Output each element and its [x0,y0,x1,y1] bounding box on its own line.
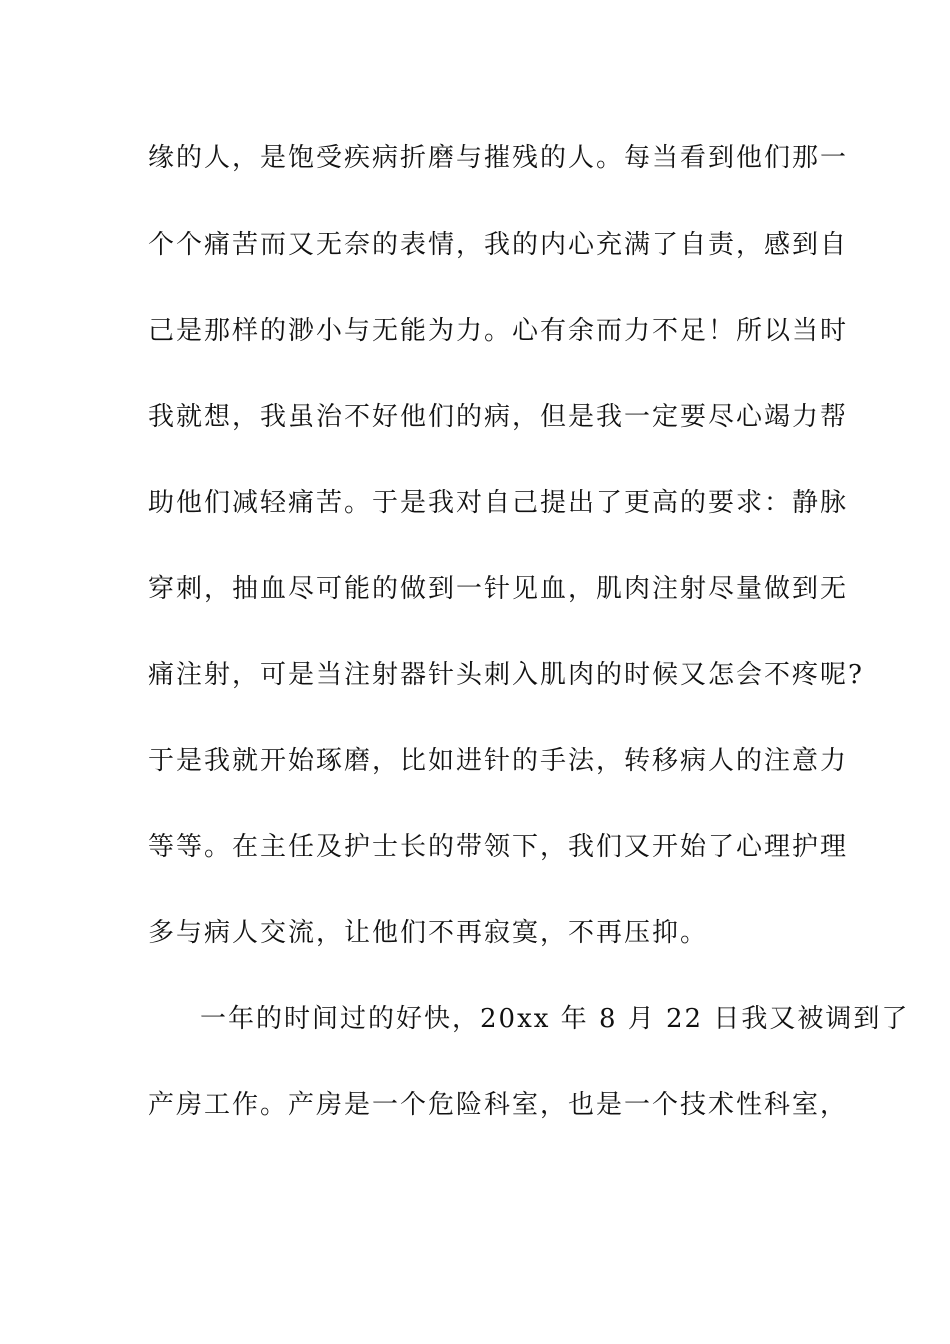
text-line: 痛注射，可是当注射器针头刺入肌肉的时候又怎会不疼呢? [148,660,864,690]
text-line: 助他们减轻痛苦。于是我对自己提出了更高的要求：静脉 [148,488,849,518]
text-line: 等等。在主任及护士长的带领下，我们又开始了心理护理 [148,832,849,862]
text-line: 个个痛苦而又无奈的表情，我的内心充满了自责，感到自 [148,230,849,260]
text-line: 缘的人，是饱受疾病折磨与摧残的人。每当看到他们那一 [148,143,849,173]
text-line: 己是那样的渺小与无能为力。心有余而力不足！所以当时 [148,316,849,346]
paragraph-first-line: 一年的时间过的好快，20xx 年 8 月 22 日我又被调到了 [200,1004,910,1034]
text-line: 我就想，我虽治不好他们的病，但是我一定要尽心竭力帮 [148,402,849,432]
text-line: 于是我就开始琢磨，比如进针的手法，转移病人的注意力 [148,746,849,776]
text-line: 穿刺，抽血尽可能的做到一针见血，肌肉注射尽量做到无 [148,574,849,604]
text-line: 多与病人交流，让他们不再寂寞，不再压抑。 [148,918,709,948]
text-line: 产房工作。产房是一个危险科室，也是一个技术性科室， [148,1090,849,1120]
